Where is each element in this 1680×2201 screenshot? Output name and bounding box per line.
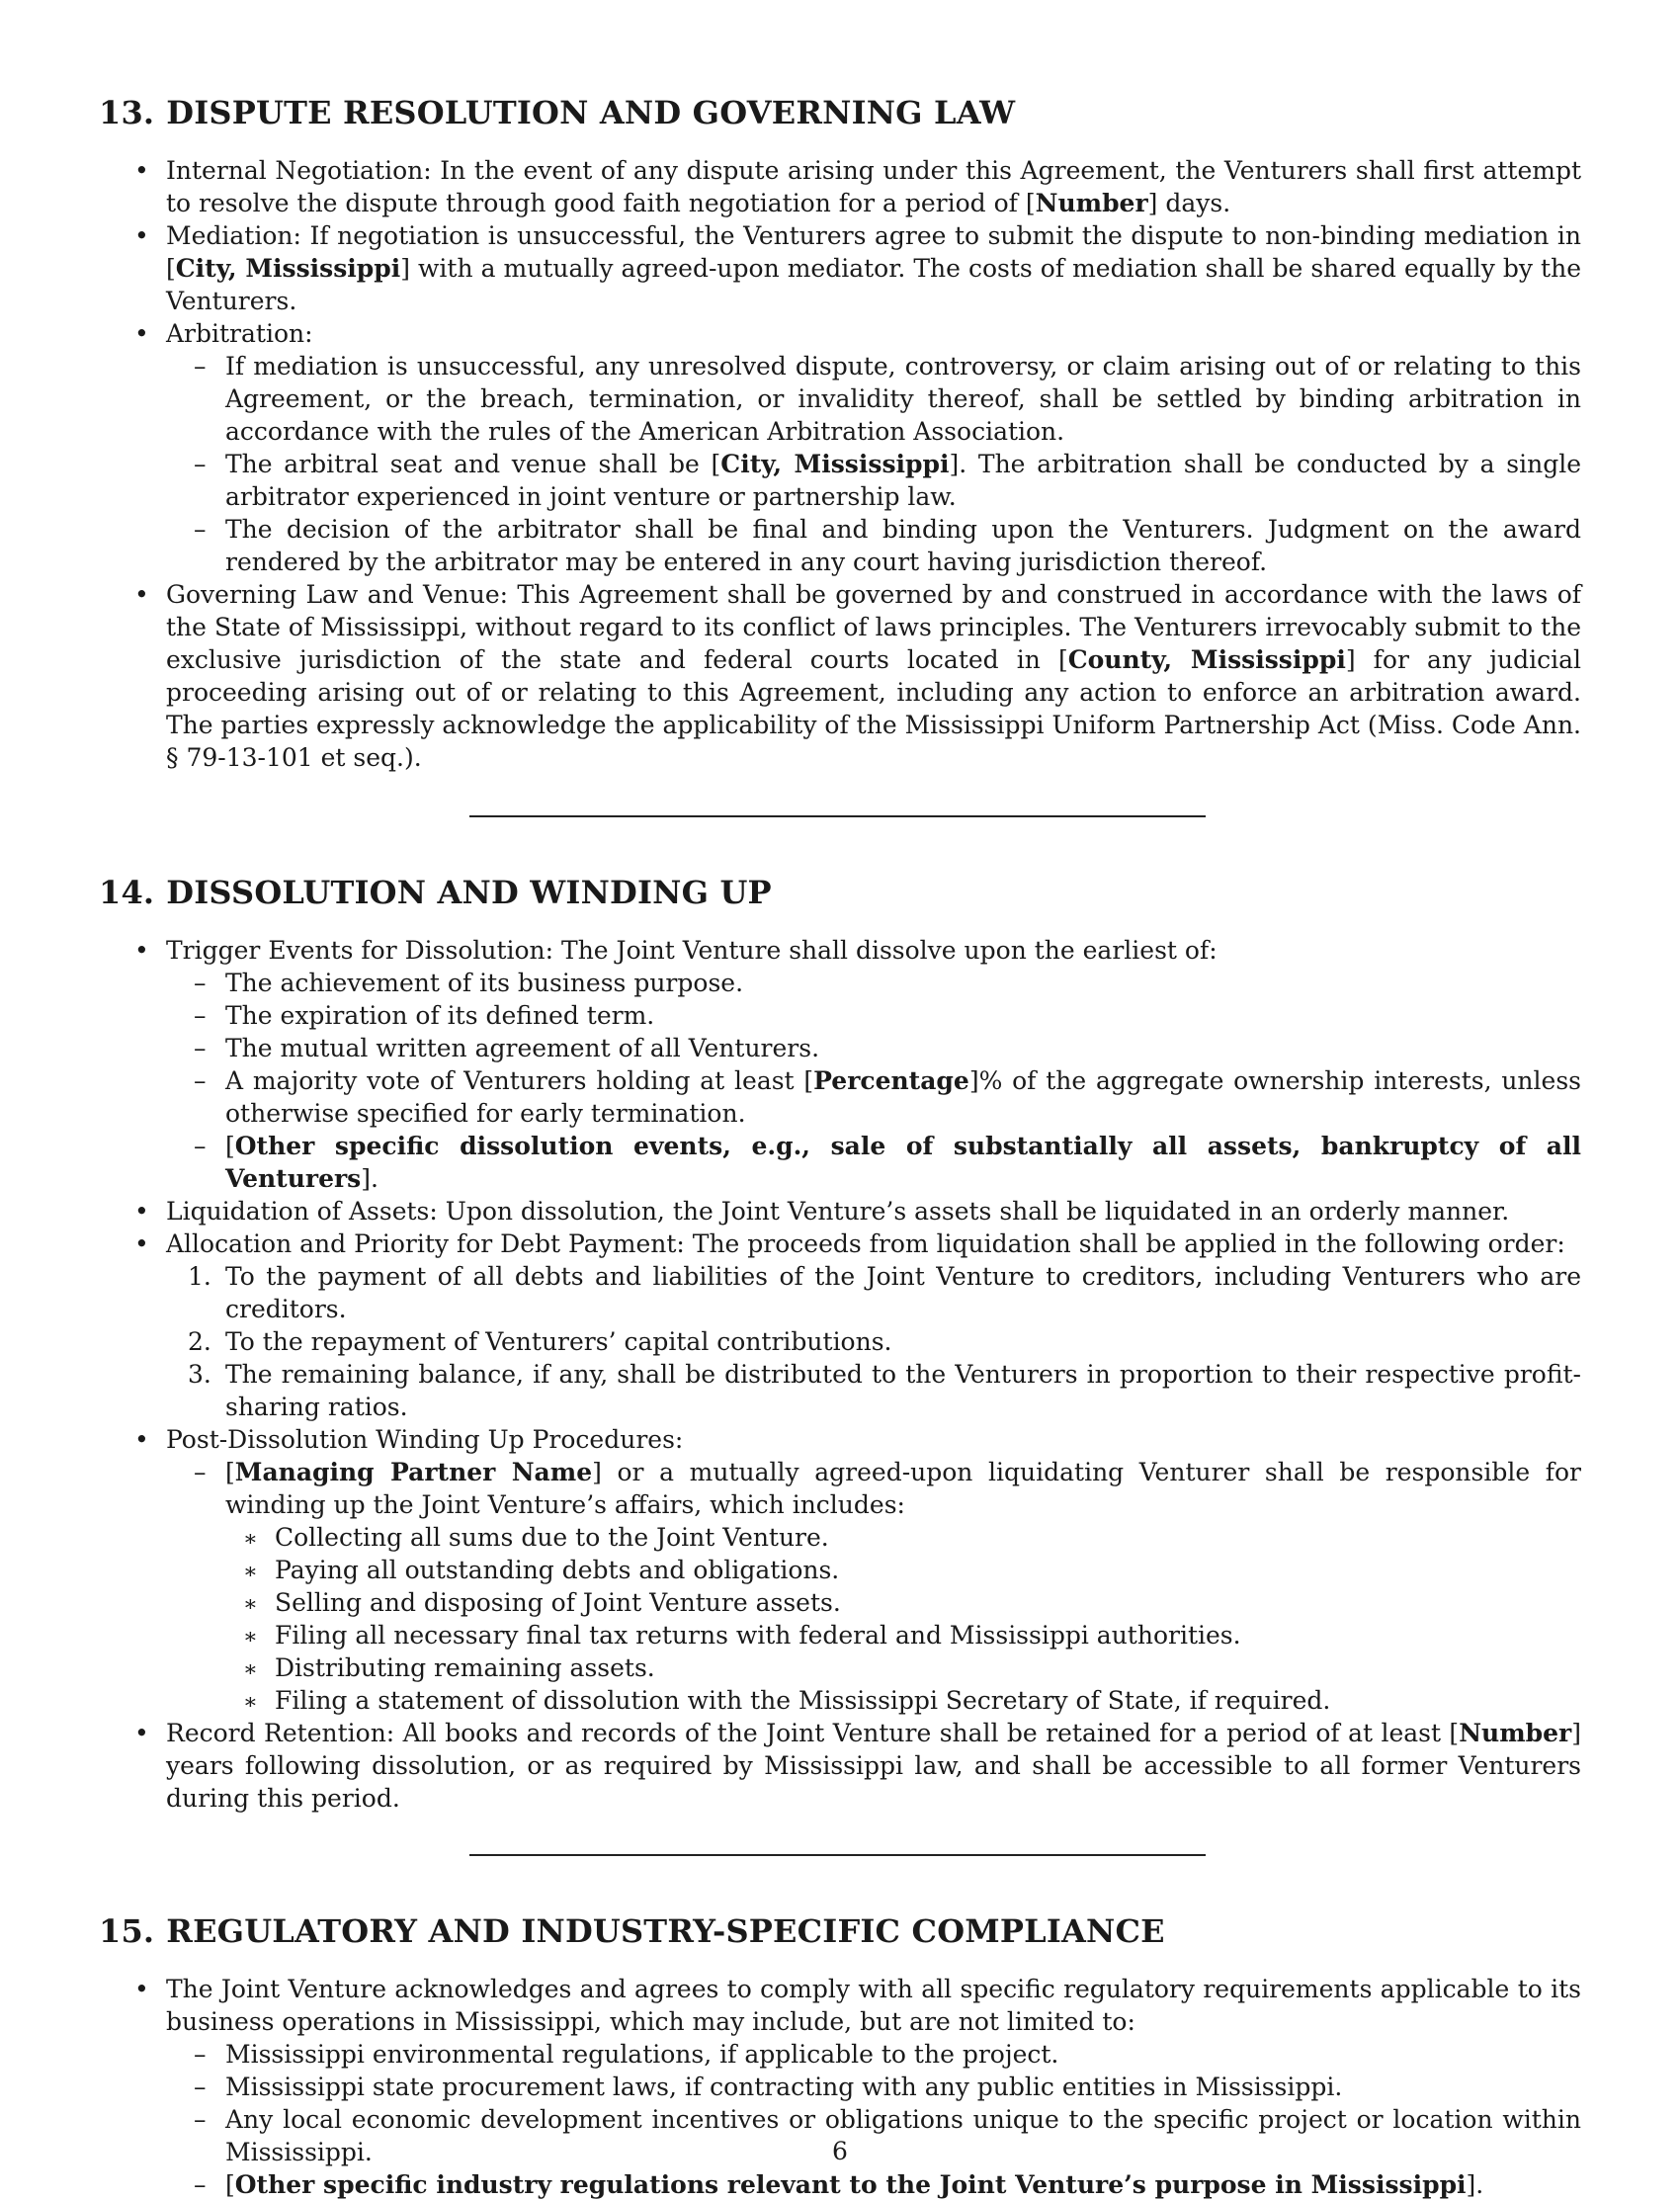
star-marker: ∗ — [243, 1690, 258, 1715]
list-item: – The mutual written agreement of all Venturers. — [194, 1034, 820, 1062]
list-item: 2. To the repayment of Venturers’ capital contributions. — [188, 1327, 892, 1356]
section-13 — [99, 91, 1581, 774]
list-item: • Trigger Events for Dissolution: The Joint Venture shall dissolve upon the earliest of: – The achievement of its business purpose. – The expiration of its defined term. – The mutual written agreement of all Venturers. – A majority vote of Venturers holding at least [Percentage]% of the aggregate ownership interests, unless otherwise specified for early termination. – [Other specific dissolution events, e.g., sale of substantially all assets, bankruptcy of all Venturers]. — [134, 936, 1581, 1193]
list-item: • Mediation: If negotiation is unsuccessful, the Venturers agree to submit the dispute to non-binding mediation in [City, Mississippi] with a mutually agreed-upon mediator. The costs of mediation shall be shared equally by the Venturers. — [134, 221, 1581, 315]
bullet-marker: • — [134, 319, 149, 348]
list-item: – Mississippi environmental regulations, if applicable to the project. — [194, 2040, 1059, 2069]
list-item: • Allocation and Priority for Debt Payment: The proceeds from liquidation shall be applied in the following order: 1. To the payment of all debts and liabilities of the Joint Venture to creditors, including Venturers who are creditors. 2. To the repayment of Venturers’ capital contributions. 3. The remaining balance, if any, shall be distributed to the Venturers in proportion to their respective profit-sharing ratios. — [134, 1229, 1581, 1421]
dash-marker: – — [194, 1132, 207, 1160]
dash-marker: – — [194, 1066, 207, 1095]
bullet-marker: • — [134, 1197, 149, 1226]
list-item: – A majority vote of Venturers holding at least [Percentage]% of the aggregate ownership interests, unless otherwise specified for early termination. — [194, 1066, 1581, 1128]
page-number: 6 — [832, 2137, 848, 2165]
dash-marker: – — [194, 2170, 207, 2199]
list-item: ∗ Selling and disposing of Joint Venture assets. — [225, 1586, 1581, 1619]
dash-marker: – — [194, 515, 207, 544]
section-heading: 14. DISSOLUTION AND WINDING UP — [99, 874, 772, 911]
winding-up-sublist — [166, 1456, 1581, 1717]
bullet-marker: • — [134, 156, 149, 185]
list-item: – The achievement of its business purpose. — [194, 969, 744, 997]
list-item: • Governing Law and Venue: This Agreement shall be governed by and construed in accordance with the laws of the State of Mississippi, without regard to its conflict of laws principles. The Venturers irrevocably submit to the exclusive jurisdiction of the state and federal courts located in [County, Mississippi] for any judicial proceeding arising out of or relating to this Agreement, including any action to enforce an arbitration award. The parties expressly acknowledge the applicability of the Mississippi Uniform Partnership Act (Miss. Code Ann. § 79-13-101 et seq.). — [134, 580, 1582, 772]
list-item: • The Joint Venture acknowledges and agrees to comply with all specific regulatory requirements applicable to its business operations in Mississippi, which may include, but are not limited to: – Mississippi environmental regulations, if applicable to the project. – Mississippi state procurement laws, if contracting with any public entities in Mississippi. – Any local economic development incentives or obligations unique to the specific project or location within Mississippi. – [Other specific industry regulations relevant to the Joint Venture’s purpose in Mississippi]. — [134, 1975, 1581, 2199]
star-marker: ∗ — [243, 1657, 258, 1682]
list-item: 1. To the payment of all debts and liabilities of the Joint Venture to creditors, including Venturers who are creditors. — [188, 1262, 1581, 1323]
list-item: ∗ Distributing remaining assets. — [225, 1651, 1581, 1684]
section-14 — [99, 871, 1581, 1815]
regulations-sublist — [166, 2038, 1581, 2201]
list-item: • Post-Dissolution Winding Up Procedures: – [Managing Partner Name] or a mutually agreed-upon liquidating Venturer shall be responsible for winding up the Joint Venture’s affairs, which includes: ∗ Collecting all sums due to the Joint Venture. ∗ Paying all outstanding debts and obligations. ∗ Selling and disposing of Joint Venture assets. ∗ Filing all necessary final tax returns with federal and Mississippi authorities. ∗ Distributing remaining assets. ∗ Filing a statement of dissolution with the Mississippi Secretary of State, if required. — [99, 1423, 1581, 1717]
bullet-marker: • — [134, 936, 149, 965]
list-item: – [Other specific industry regulations relevant to the Joint Venture’s purpose in Mississippi]. — [194, 2170, 1484, 2199]
section-heading: 15. REGULATORY AND INDUSTRY-SPECIFIC COMPLIANCE — [99, 1912, 1165, 1950]
bullet-marker: • — [134, 1229, 149, 1258]
list-item: – Any local economic development incentives or obligations unique to the specific project or location within Mississippi. — [194, 2105, 1581, 2166]
list-item: • Liquidation of Assets: Upon dissolution, the Joint Venture’s assets shall be liquidated in an orderly manner. — [134, 1197, 1510, 1226]
number-marker: 3. — [188, 1360, 211, 1389]
winding-up-tasks — [225, 1521, 1581, 1717]
section-14-list — [99, 934, 1581, 1815]
list-item: – [Managing Partner Name] or a mutually agreed-upon liquidating Venturer shall be responsible for winding up the Joint Venture’s affairs, which includes: ∗ Collecting all sums due to the Joint Venture. ∗ Paying all outstanding debts and obligations. ∗ Selling and disposing of Joint Venture assets. ∗ Filing all necessary final tax returns with federal and Mississippi authorities. ∗ Distributing remaining assets. ∗ Filing a statement of dissolution with the Mississippi Secretary of State, if required. — [166, 1456, 1581, 1717]
dash-marker: – — [194, 1034, 207, 1062]
dash-marker: – — [194, 2073, 207, 2101]
section-13-list — [99, 154, 1581, 774]
section-heading: 13. DISPUTE RESOLUTION AND GOVERNING LAW — [99, 94, 1016, 131]
number-marker: 2. — [188, 1327, 211, 1356]
bullet-marker: • — [134, 221, 149, 250]
trigger-sublist — [166, 967, 1581, 1195]
dash-marker: – — [194, 450, 207, 478]
dash-marker: – — [194, 969, 207, 997]
document-page — [99, 91, 1581, 2201]
list-item: • Record Retention: All books and records of the Joint Venture shall be retained for a period of at least [Number] years following dissolution, or as required by Mississippi law, and shall be accessible to all former Venturers during this period. — [134, 1719, 1581, 1813]
list-item: 3. The remaining balance, if any, shall be distributed to the Venturers in proportion to their respective profit-sharing ratios. — [188, 1360, 1581, 1421]
dash-marker: – — [194, 1001, 207, 1030]
star-marker: ∗ — [243, 1625, 258, 1650]
list-item: ∗ Filing all necessary final tax returns with federal and Mississippi authorities. — [225, 1619, 1581, 1651]
star-marker: ∗ — [243, 1527, 258, 1552]
list-item: • Arbitration: – If mediation is unsuccessful, any unresolved dispute, controversy, or claim arising out of or relating to this Agreement, or the breach, termination, or invalidity thereof, shall be settled by binding arbitration in accordance with the rules of the American Arbitration Association. – The arbitral seat and venue shall be [City, Mississippi]. The arbitration shall be conducted by a single arbitrator experienced in joint venture or partnership law. – The decision of the arbitrator shall be final and binding upon the Venturers. Judgment on the award rendered by the arbitrator may be entered in any court having jurisdiction thereof. — [134, 319, 1581, 576]
dash-marker: – — [194, 1458, 207, 1486]
bullet-marker: • — [134, 1719, 149, 1747]
bullet-marker: • — [134, 580, 149, 609]
bullet-marker: • — [134, 1425, 149, 1454]
allocation-sublist — [166, 1260, 1581, 1423]
list-item: – Mississippi state procurement laws, if contracting with any public entities in Mississippi. — [194, 2073, 1343, 2101]
list-item: ∗ Paying all outstanding debts and obligations. — [225, 1554, 1581, 1586]
list-item: – If mediation is unsuccessful, any unresolved dispute, controversy, or claim arising out of or relating to this Agreement, or the breach, termination, or invalidity thereof, shall be settled by binding arbitration in accordance with the rules of the American Arbitration Association. — [194, 352, 1581, 446]
section-15-list — [99, 1973, 1581, 2201]
list-item: – [Other specific dissolution events, e.g., sale of substantially all assets, bankruptcy of all Venturers]. — [194, 1132, 1581, 1193]
list-item: • Internal Negotiation: In the event of any dispute arising under this Agreement, the Venturers shall first attempt to resolve the dispute through good faith negotiation for a period of [Number] days. — [134, 156, 1581, 217]
list-item: ∗ Filing a statement of dissolution with the Mississippi Secretary of State, if required. — [225, 1684, 1581, 1717]
bullet-marker: • — [134, 1975, 149, 2003]
star-marker: ∗ — [243, 1592, 258, 1617]
list-item: ∗ Collecting all sums due to the Joint Venture. — [225, 1521, 1581, 1554]
list-item: – The arbitral seat and venue shall be [City, Mississippi]. The arbitration shall be conducted by a single arbitrator experienced in joint venture or partnership law. — [194, 450, 1581, 511]
list-item: – The expiration of its defined term. — [194, 1001, 655, 1030]
dash-marker: – — [194, 2040, 207, 2069]
number-marker: 1. — [188, 1262, 211, 1291]
list-item: – The decision of the arbitrator shall be final and binding upon the Venturers. Judgment on the award rendered by the arbitrator may be entered in any court having jurisdiction thereof. — [194, 515, 1581, 576]
star-marker: ∗ — [243, 1560, 258, 1584]
dash-marker: – — [194, 352, 207, 381]
horizontal-rule — [469, 815, 1206, 817]
horizontal-rule — [469, 1854, 1206, 1856]
arbitration-sublist — [166, 350, 1581, 578]
dash-marker: – — [194, 2105, 207, 2134]
